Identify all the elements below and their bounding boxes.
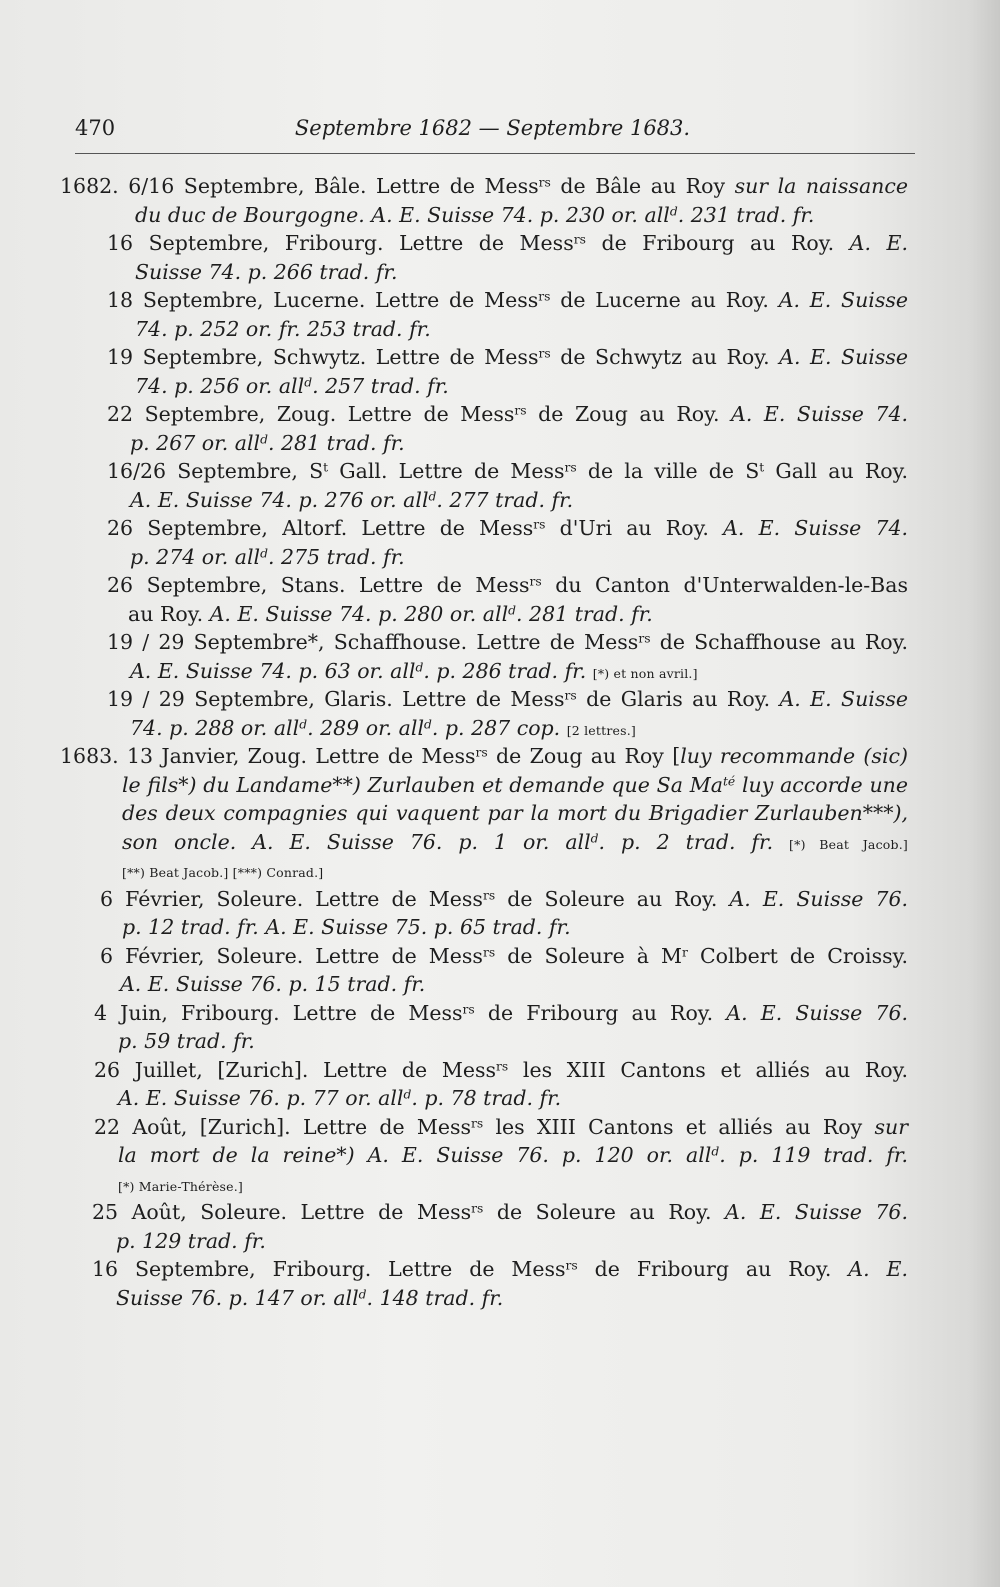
entry-line (122, 771, 908, 800)
calendar-entry (0, 1255, 1000, 1312)
entry-line (107, 685, 908, 714)
calendar-entry (0, 286, 1000, 343)
entry-line-text: p. 59 trad. fr. (118, 1029, 255, 1053)
entry-line (107, 400, 908, 429)
calendar-entry (0, 571, 1000, 628)
entry-line-text: 74. p. 252 or. fr. 253 trad. fr. (135, 316, 431, 341)
entry-line-text: A. E. Suisse 74. p. 63 or. all$^d$. p. 286 trad. fr. [*) et non avril.] (130, 658, 698, 683)
entry-line (94, 1056, 908, 1085)
entry-line-text: [**) Beat Jacob.] [***) Conrad.] (122, 865, 324, 880)
entry-line-text: la mort de la reine*) A. E. Suisse 76. p. 120 or. all$^d$. p. 119 trad. fr. (118, 1143, 908, 1167)
entry-line (130, 714, 908, 743)
entry-line (107, 343, 908, 372)
entry-line (116, 1284, 908, 1313)
entry-line-text: 18 Septembre, Lucerne. Lettre de Mess$^{rs}$ de Lucerne au Roy. A. E. Suisse (107, 288, 908, 312)
entry-line (118, 1084, 908, 1113)
entry-line-text: des deux compagnies qui vaquent par la mort du Brigadier Zurlauben***), (122, 801, 908, 825)
calendar-entry (0, 400, 1000, 457)
entry-line-text: 26 Septembre, Stans. Lettre de Mess$^{rs}$ du Canton d'Unterwalden-le-Bas (107, 573, 908, 597)
entry-line (100, 885, 908, 914)
entry-line (94, 1113, 908, 1142)
entry-line-text: 4 Juin, Fribourg. Lettre de Mess$^{rs}$ de Fribourg au Roy. A. E. Suisse 76. (94, 1000, 908, 1025)
entry-line (107, 286, 908, 315)
entry-line (120, 970, 908, 999)
calendar-entry (0, 343, 1000, 400)
entry-line-text: A. E. Suisse 74. p. 276 or. all$^d$. 277 trad. fr. (130, 487, 574, 512)
entry-line-text: A. E. Suisse 76. p. 77 or. all$^d$. p. 78 trad. fr. (118, 1086, 562, 1110)
calendar-entry (0, 999, 1000, 1056)
entry-line-text: 25 Août, Soleure. Lettre de Mess$^{rs}$ de Soleure au Roy. A. E. Suisse 76. (92, 1200, 908, 1224)
entry-line-text: 6 Février, Soleure. Lettre de Mess$^{rs}$ de Soleure à $M^r$ Colbert de Croissy. (100, 943, 908, 968)
calendar-entry (0, 457, 1000, 514)
entry-line (107, 571, 908, 600)
entry-line (135, 372, 908, 401)
entry-line-text: p. 12 trad. fr. A. E. Suisse 75. p. 65 trad. fr. (122, 915, 571, 939)
entry-line-text: 19 Septembre, Schwytz. Lettre de Mess$^{rs}$ de Schwytz au Roy. A. E. Suisse (107, 345, 909, 369)
entry-line-text: le fils*) du Landame**) Zurlauben et demande que Sa $Ma^{té}$ luy accorde une (122, 772, 908, 797)
entry-line-text: p. 267 or. all$^d$. 281 trad. fr. (130, 430, 405, 455)
entry-line-text: 74. p. 288 or. all$^d$. 289 or. all$^d$. p. 287 cop. [2 lettres.] (130, 715, 636, 740)
calendar-entry (0, 1198, 1000, 1255)
entry-line (118, 1170, 908, 1199)
entry-line (92, 1255, 908, 1284)
entry-line-text: 16/26 Septembre, $S^t$ Gall. Lettre de Mess$^{rs}$ de la ville de $S^t$ Gall au Roy. (107, 459, 908, 483)
entry-line (60, 742, 908, 771)
entry-line (130, 657, 908, 686)
calendar-entry (0, 885, 1000, 942)
entry-line (135, 315, 908, 344)
entry-line-text: 74. p. 256 or. all$^d$. 257 trad. fr. (135, 373, 449, 398)
entry-line-text: 1682. 6/16 Septembre, Bâle. Lettre de Mess$^{rs}$ de Bâle au Roy sur la naissance (60, 174, 908, 198)
entry-line-text: p. 129 trad. fr. (116, 1228, 266, 1253)
entry-line (107, 457, 908, 486)
entry-line-text: Suisse 74. p. 266 trad. fr. (135, 259, 398, 284)
entry-line-text: son oncle. A. E. Suisse 76. p. 1 or. all$^d$. p. 2 trad. fr. [*) Beat Jacob.] (122, 829, 908, 854)
entry-line (107, 628, 908, 657)
entry-line (122, 828, 908, 857)
entry-line-text: 1683. 13 Janvier, Zoug. Lettre de Mess$^{rs}$ de Zoug au Roy [luy recommande (sic) (60, 744, 908, 768)
calendar-entry (0, 514, 1000, 571)
calendar-entry (0, 172, 1000, 229)
entry-line (94, 999, 908, 1028)
entry-line-text: 6 Février, Soleure. Lettre de Mess$^{rs}$ de Soleure au Roy. A. E. Suisse 76. (100, 886, 908, 911)
entry-line (130, 486, 908, 515)
entry-line (107, 514, 908, 543)
entry-line (122, 799, 908, 828)
entry-line (130, 543, 908, 572)
calendar-entry (0, 742, 1000, 885)
calendar-entry (0, 942, 1000, 999)
entry-line-text: 16 Septembre, Fribourg. Lettre de Mess$^{rs}$ de Fribourg au Roy. A. E. (92, 1257, 908, 1281)
entry-line-text: Suisse 76. p. 147 or. all$^d$. 148 trad. fr. (116, 1285, 504, 1310)
header-rule (75, 153, 915, 154)
entry-line (107, 229, 908, 258)
entry-line-text: du duc de Bourgogne. A. E. Suisse 74. p. 230 or. all$^d$. 231 trad. fr. (135, 202, 815, 227)
entry-line-text: 22 Septembre, Zoug. Lettre de Mess$^{rs}$ de Zoug au Roy. A. E. Suisse 74. (107, 402, 909, 426)
entry-line-text: 19 / 29 Septembre*, Schaffhouse. Lettre de Mess$^{rs}$ de Schaffhouse au Roy. (107, 630, 909, 654)
calendar-entry (0, 229, 1000, 286)
entry-line-text: 22 Août, [Zurich]. Lettre de Mess$^{rs}$ les XIII Cantons et alliés au Roy sur (94, 1114, 908, 1139)
calendar-entry (0, 1056, 1000, 1113)
entry-line-text: au Roy. A. E. Suisse 74. p. 280 or. all$^d$. 281 trad. fr. (128, 601, 653, 626)
entry-line (60, 172, 908, 201)
calendar-entry (0, 628, 1000, 685)
entry-line (135, 201, 908, 230)
entry-line-text: 16 Septembre, Fribourg. Lettre de Mess$^{rs}$ de Fribourg au Roy. A. E. (107, 231, 908, 255)
entry-line (122, 856, 908, 885)
entry-line-text: 19 / 29 Septembre, Glaris. Lettre de Mess$^{rs}$ de Glaris au Roy. A. E. Suisse (107, 687, 908, 711)
entry-line (135, 258, 908, 287)
entry-line-text: A. E. Suisse 76. p. 15 trad. fr. (120, 972, 426, 996)
entry-line-text: 26 Septembre, Altorf. Lettre de Mess$^{rs}$ d'Uri au Roy. A. E. Suisse 74. (107, 516, 908, 540)
entry-line (92, 1198, 908, 1227)
entry-line-text: 26 Juillet, [Zurich]. Lettre de Mess$^{rs}$ les XIII Cantons et alliés au Roy. (94, 1057, 908, 1082)
entry-line (100, 942, 908, 971)
entry-line (130, 429, 908, 458)
running-header (75, 116, 910, 146)
entry-line (118, 1027, 908, 1056)
running-title: Septembre 1682 — Septembre 1683. (294, 116, 691, 140)
entry-line (122, 913, 908, 942)
calendar-entry (0, 1113, 1000, 1199)
entry-line-text: [*) Marie-Thérèse.] (118, 1178, 243, 1194)
page-number: 470 (75, 116, 116, 140)
entry-line (116, 1227, 908, 1256)
calendar-entry (0, 685, 1000, 742)
entry-line (118, 1141, 908, 1170)
entry-line (128, 600, 908, 629)
calendar-entries (0, 172, 1000, 1312)
entry-line-text: p. 274 or. all$^d$. 275 trad. fr. (130, 544, 405, 569)
